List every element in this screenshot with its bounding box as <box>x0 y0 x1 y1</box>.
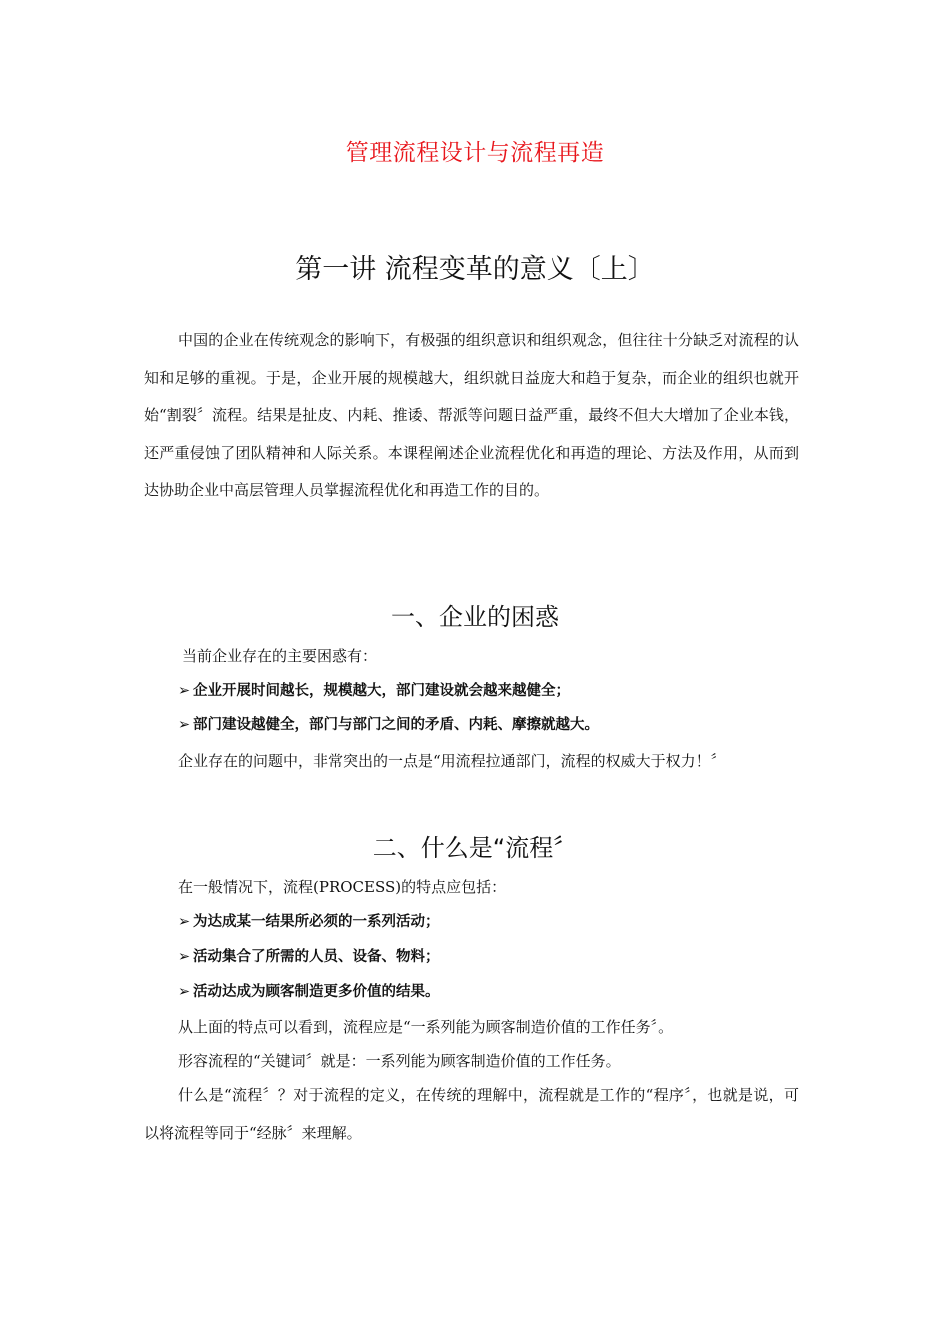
list-item-text: 活动集合了所需的人员、设备、物料； <box>193 949 440 965</box>
bullet-arrow-icon: ➢ <box>178 949 191 965</box>
list-item-text: 部门建设越健全，部门与部门之间的矛盾、内耗、摩擦就越大。 <box>193 717 599 733</box>
section-heading-confusion: 一、企业的困惑 <box>391 603 559 631</box>
document-title: 管理流程设计与流程再造 <box>345 140 605 166</box>
list-item-text: 企业开展时间越长，规模越大，部门建设就会越来越健全； <box>193 683 570 699</box>
bullet-arrow-icon: ➢ <box>178 717 191 733</box>
list-item <box>178 912 440 932</box>
list-item <box>178 982 440 1002</box>
section2-final-paragraph: 什么是“流程〞？对于流程的定义，在传统的理解中，流程就是工作的“程序〞，也就是说，可以将流程等同于“经脉〞来理解。 <box>144 1086 799 1142</box>
list-item <box>178 681 570 701</box>
list-item <box>178 947 440 967</box>
section2-line-1: 从上面的特点可以看到，流程应是“一系列能为顾客制造价值的工作任务〞。 <box>178 1018 674 1036</box>
list-item-text: 为达成某一结果所必须的一系列活动； <box>193 914 440 930</box>
bullet-arrow-icon: ➢ <box>178 683 191 699</box>
bullet-arrow-icon: ➢ <box>178 984 191 1000</box>
section1-lead: 当前企业存在的主要困惑有： <box>182 647 378 665</box>
section2-line-2: 形容流程的“关键词〞就是：一系列能为顾客制造价值的工作任务。 <box>178 1052 621 1070</box>
section-heading-what-is-process: 二、什么是“流程〞 <box>372 834 578 862</box>
section1-closing: 企业存在的问题中，非常突出的一点是“用流程拉通部门，流程的权威大于权力！〞 <box>178 752 726 770</box>
list-item-text: 活动达成为顾客制造更多价值的结果。 <box>193 984 440 1000</box>
intro-paragraph: 中国的企业在传统观念的影响下，有极强的组织意识和组织观念，但往往十分缺乏对流程的认知和足够的重视。于是，企业开展的规模越大，组织就日益庞大和趋于复杂，而企业的组织也就开始“割裂〞流程。结果是扯皮、内耗、推诿、帮派等问题日益严重，最终不但大大增加了企业本钱，还严重侵蚀了团队精神和人际关系。本课程阐述企业流程优化和再造的理论、方法及作用，从而到达协助企业中高层管理人员掌握流程优化和再造工作的目的。 <box>144 331 799 499</box>
bullet-arrow-icon: ➢ <box>178 914 191 930</box>
section2-lead: 在一般情况下，流程(PROCESS)的特点应包括： <box>178 878 507 896</box>
lecture-title: 第一讲 流程变革的意义〔上〕 <box>295 254 655 285</box>
list-item <box>178 715 599 735</box>
